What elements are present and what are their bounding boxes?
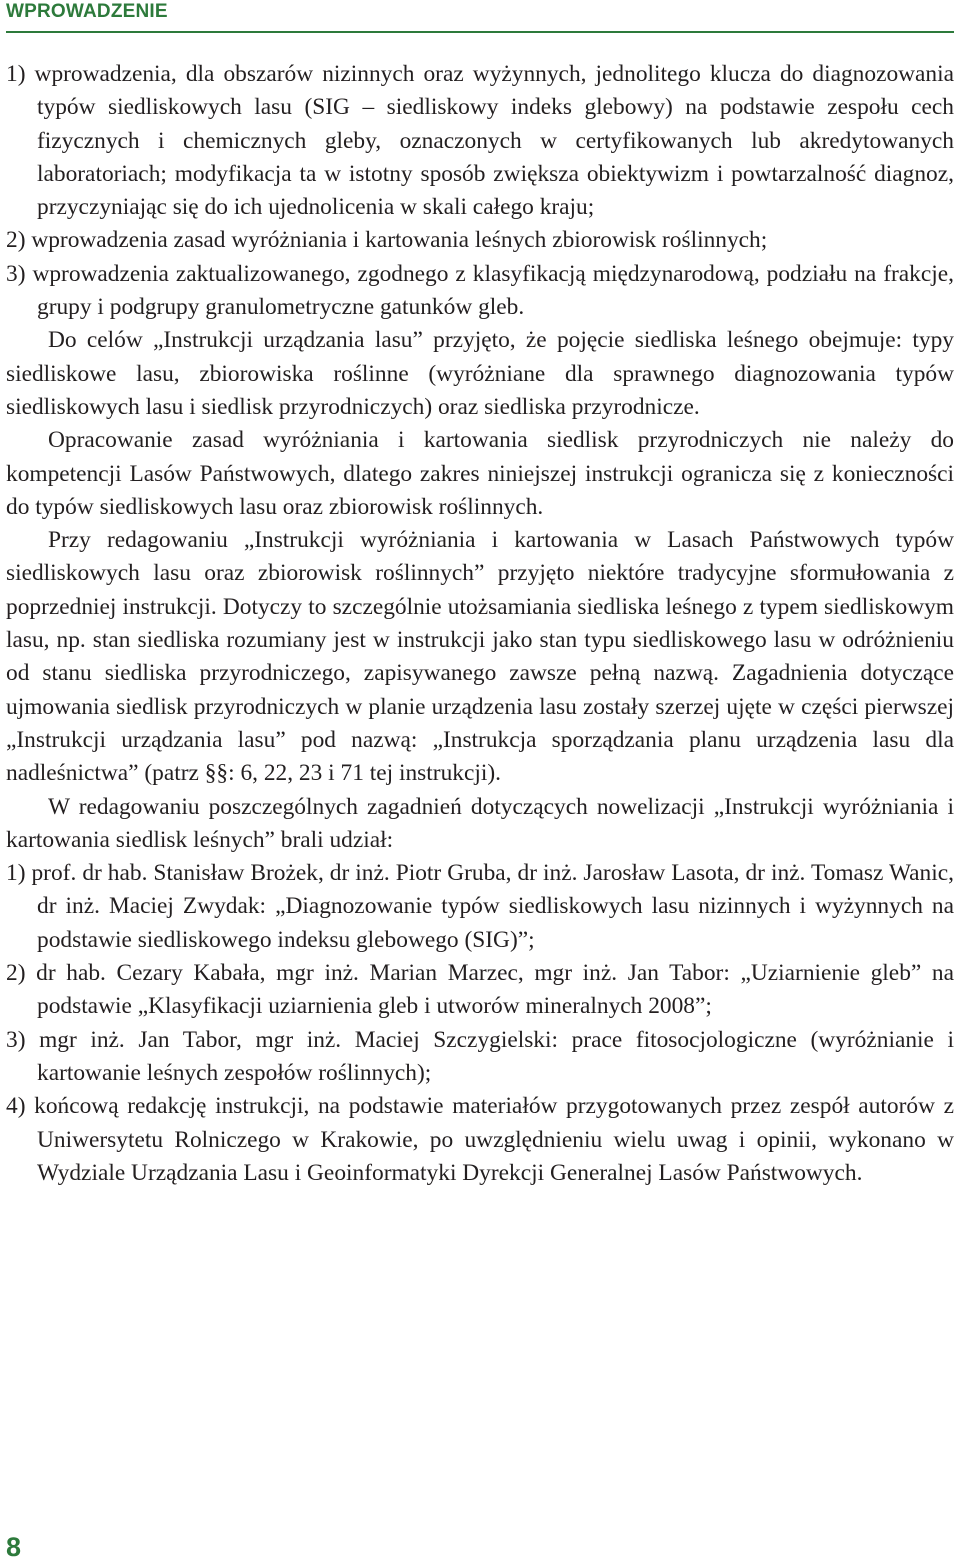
paragraph: Przy redagowaniu „Instrukcji wyróżniania i kartowania w Lasach Państwowych typów siedliskowych lasu oraz zbiorowisk roślinnych” przyjęto niektóre tradycyjne sformułowania z poprzedniej instrukcji. Dotyczy to szczególnie utożsamiania siedliska leśnego z typem siedliskowym lasu, np. stan siedliska rozumiany jest w instrukcji jako stan typu siedliskowego lasu w odróżnieniu od stanu siedliska przyrodniczego, zapisywanego zawsze pełną nazwą. Zagadnienia dotyczące ujmowania siedlisk przyrodniczych w planie urządzenia lasu zostały szerzej ujęte w części pierwszej „Instrukcji urządzania lasu” pod nazwą: „Instrukcja sporządzania planu urządzenia lasu dla nadleśnictwa” (patrz §§: 6, 22, 23 i 71 tej instrukcji). bbox=[6, 527, 954, 787]
paragraph: W redagowaniu poszczególnych zagadnień dotyczących nowelizacji „Instrukcji wyróżniania i kartowania siedlisk leśnych” brali udział: bbox=[6, 793, 954, 853]
paragraph: Do celów „Instrukcji urządzania lasu” przyjęto, że pojęcie siedliska leśnego obejmuje: typy siedliskowe lasu, zbiorowiska roślinne (wyróżniane dla sprawnego diagnozowania typów siedliskowych lasu i siedlisk przyrodniczych) oraz siedliska przyrodnicze. bbox=[6, 327, 954, 420]
list-item: 3) wprowadzenia zaktualizowanego, zgodnego z klasyfikacją międzynarodową, podziału na frakcje, grupy i podgrupy granulometryczne gatunków gleb. bbox=[6, 260, 954, 321]
list-item: 1) wprowadzenia, dla obszarów nizinnych oraz wyżynnych, jednolitego klucza do diagnozowania typów siedliskowych lasu (SIG – siedliskowy indeks glebowy) na podstawie zespołu cech fizycznych i chemicznych gleby, oznaczonych w certyfikowanych lub akredytowanych laboratoriach; modyfikacja ta w istotny sposób zwiększa obiektywizm i powtarzalność diagnoz, przyczyniając się do ich ujednolicenia w skali całego kraju; bbox=[6, 61, 954, 221]
section-title: WPROWADZENIE bbox=[6, 1, 168, 22]
list-item: 2) dr hab. Cezary Kabała, mgr inż. Marian Marzec, mgr inż. Jan Tabor: „Uziarnienie gleb” na podstawie „Klasyfikacji uziarnienia gleb i utworów mineralnych 2008”; bbox=[6, 960, 954, 1020]
list-item: 1) prof. dr hab. Stanisław Brożek, dr inż. Piotr Gruba, dr inż. Jarosław Lasota, dr inż. Tomasz Wanic, dr inż. Maciej Zwydak: „Diagnozowanie typów siedliskowych lasu nizinnych i wyżynnych na podstawie siedliskowego indeksu glebowego (SIG)”; bbox=[6, 860, 954, 953]
header-divider bbox=[6, 31, 954, 33]
paragraph: Opracowanie zasad wyróżniania i kartowania siedlisk przyrodniczych nie należy do kompetencji Lasów Państwowych, dlatego zakres niniejszej instrukcji ogranicza się z konieczności do typów siedliskowych lasu oraz zbiorowisk roślinnych. bbox=[6, 427, 954, 520]
list-item: 2) wprowadzenia zasad wyróżniania i kartowania leśnych zbiorowisk roślinnych; bbox=[6, 227, 768, 254]
list-item: 4) końcową redakcję instrukcji, na podstawie materiałów przygotowanych przez zespół autorów z Uniwersytetu Rolniczego w Krakowie, po uwzględnieniu wielu uwag i opinii, wykonano w Wydziale Urządzania Lasu i Geoinformatyki Dyrekcji Generalnej Lasów Państwowych. bbox=[6, 1093, 954, 1186]
list-item: 3) mgr inż. Jan Tabor, mgr inż. Maciej Szczygielski: prace fitosocjologiczne (wyróżnianie i kartowanie leśnych zespołów roślinnych); bbox=[6, 1026, 954, 1086]
document-body bbox=[6, 58, 954, 1190]
page-number: 8 bbox=[6, 1532, 22, 1562]
